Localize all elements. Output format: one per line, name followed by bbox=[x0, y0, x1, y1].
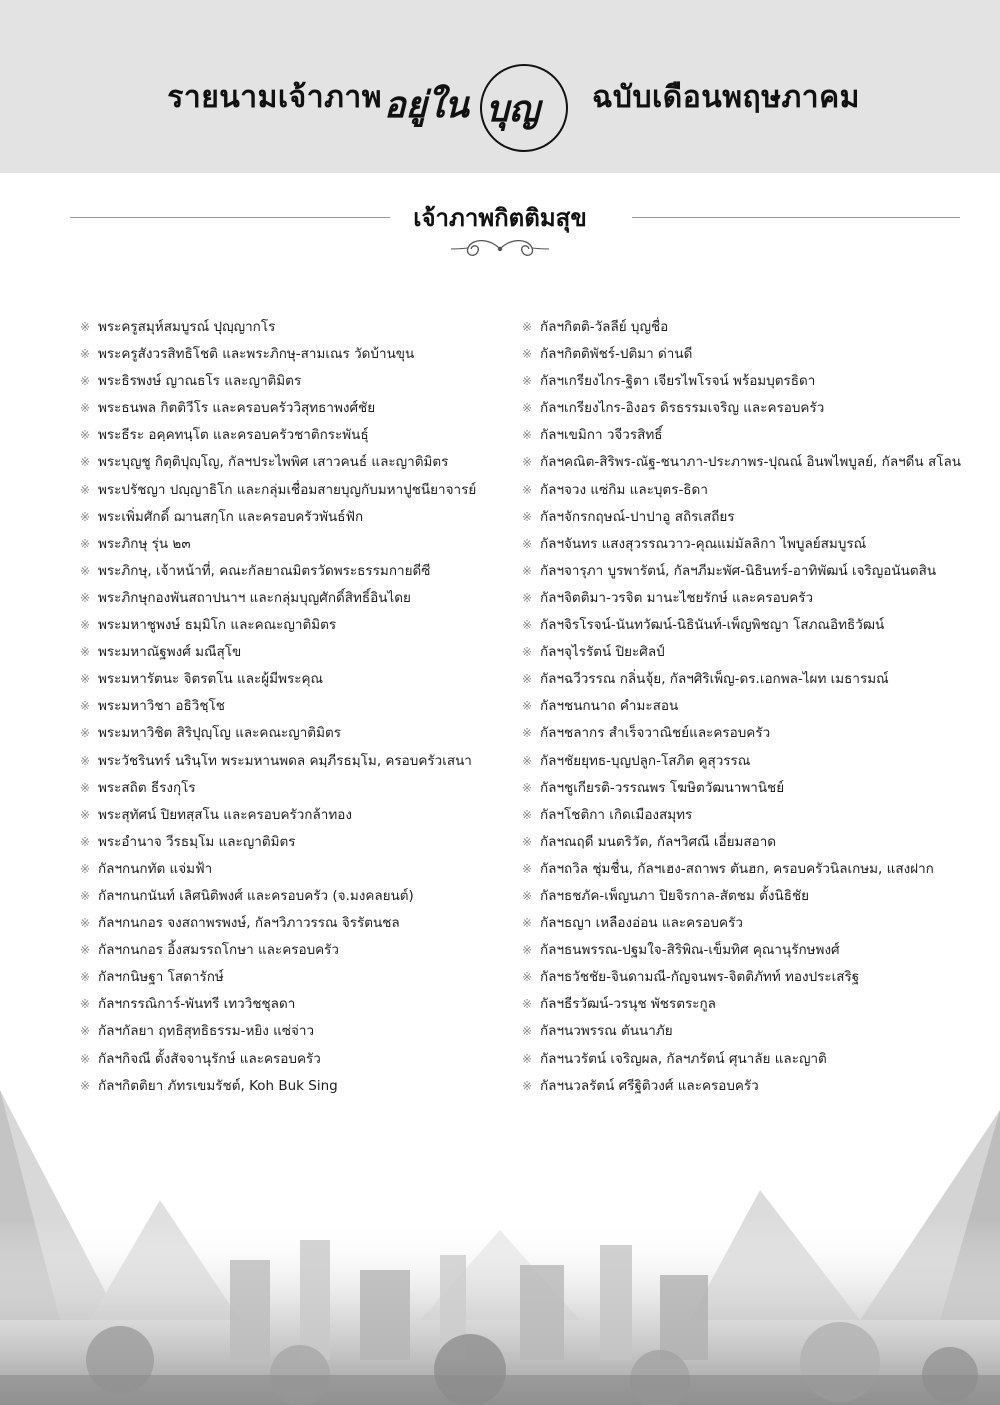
donor-entry bbox=[522, 1018, 992, 1045]
bullet-icon: ※ bbox=[522, 645, 533, 660]
donor-entry bbox=[522, 829, 992, 856]
bullet-icon: ※ bbox=[80, 888, 91, 903]
bullet-icon: ※ bbox=[522, 753, 533, 768]
donor-name: กัลฯจักรกฤษณ์-ปาปาอู สถิรเสถียร bbox=[540, 508, 735, 525]
bullet-icon: ※ bbox=[522, 997, 533, 1012]
bullet-icon: ※ bbox=[522, 943, 533, 958]
donor-name: พระเพิ่มศักดิ์ ฌานสกฺโก และครอบครัวพันธ์ฟัก bbox=[98, 508, 364, 525]
donor-entry bbox=[522, 639, 992, 666]
bullet-icon: ※ bbox=[80, 1024, 91, 1039]
donor-name: กัลฯธวัชชัย-จินดามณี-กัญจนพร-จิตติภัทท์ ทองประเสริฐ bbox=[540, 969, 860, 986]
bullet-icon: ※ bbox=[80, 943, 91, 958]
donor-name: กัลฯจุไรรัตน์ ปิยะศิลป์ bbox=[540, 644, 665, 661]
bullet-icon: ※ bbox=[522, 618, 533, 633]
donor-name: พระภิกษุ, เจ้าหน้าที่, คณะกัลยาณมิตรวัดพระธรรมกายดีซี bbox=[98, 562, 431, 579]
donor-name: พระธีระ อคฺคทนฺโต และครอบครัวชาติกระพันธุ์ bbox=[98, 427, 369, 444]
donor-name: กัลฯกนกนันท์ เลิศนิติพงศ์ และครอบครัว (จ.มงคลยนต์) bbox=[98, 887, 414, 904]
bullet-icon: ※ bbox=[80, 401, 91, 416]
donor-entry bbox=[522, 693, 992, 720]
bullet-icon: ※ bbox=[80, 347, 91, 362]
bullet-icon: ※ bbox=[80, 428, 91, 443]
donor-name: กัลฯเขมิกา วจีวรสิทธิ์ bbox=[540, 427, 663, 444]
donor-name: พระภิกษุกองพันสถาปนาฯ และกลุ่มบุญศักดิ์สิทธิ์อินไดย bbox=[98, 589, 411, 606]
bullet-icon: ※ bbox=[80, 726, 91, 741]
donor-entry bbox=[522, 991, 992, 1018]
bullet-icon: ※ bbox=[522, 970, 533, 985]
donor-entry bbox=[522, 341, 992, 368]
bullet-icon: ※ bbox=[522, 780, 533, 795]
donor-entry bbox=[522, 937, 992, 964]
donor-entry bbox=[522, 666, 992, 693]
bullet-icon: ※ bbox=[522, 672, 533, 687]
bullet-icon: ※ bbox=[80, 1051, 91, 1066]
crystal-pyramid-decoration bbox=[0, 1070, 1000, 1405]
donor-entry bbox=[80, 693, 520, 720]
donor-name: กัลฯธญา เหลืองอ่อน และครอบครัว bbox=[540, 915, 743, 932]
donor-name: กัลฯธนพรรณ-ปฐมใจ-สิริพิณ-เข็มทิศ คุณานุรักษพงศ์ bbox=[540, 942, 840, 959]
donor-name: กัลฯกิตติยา ภัทรเขมรัชต์, Koh Buk Sing bbox=[98, 1077, 338, 1094]
donor-name: พระธิรพงษ์ ญาณธโร และญาติมิตร bbox=[98, 373, 302, 390]
donor-name: กัลฯโชติกา เกิดเมืองสมุทร bbox=[540, 806, 693, 823]
donor-entry bbox=[80, 585, 520, 612]
bullet-icon: ※ bbox=[522, 1024, 533, 1039]
donor-entry bbox=[522, 612, 992, 639]
donor-name: กัลฯธชภัค-เพ็ญนภา ปิยจิรกาล-สัตชม ตั้งนิธิชัย bbox=[540, 887, 810, 904]
bullet-icon: ※ bbox=[80, 618, 91, 633]
donor-name: พระมหาวิชา อธิวิชฺโช bbox=[98, 698, 225, 715]
donor-name: พระมหาชูพงษ์ ธมฺมิโก และคณะญาติมิตร bbox=[98, 617, 337, 634]
bullet-icon: ※ bbox=[80, 1078, 91, 1093]
donor-entry bbox=[522, 395, 992, 422]
donor-entry bbox=[80, 937, 520, 964]
donor-entry bbox=[80, 341, 520, 368]
donor-name: กัลฯจันทร แสงสุวรรณวาว-คุณแม่มัลลิกา ไพบูลย์สมบูรณ์ bbox=[540, 535, 867, 552]
donor-entry bbox=[80, 477, 520, 504]
donor-entry bbox=[522, 314, 992, 341]
bullet-icon: ※ bbox=[80, 509, 91, 524]
donor-entry bbox=[80, 802, 520, 829]
bullet-icon: ※ bbox=[80, 374, 91, 389]
logo-word-2: บุญ bbox=[486, 88, 540, 130]
donor-entry bbox=[80, 991, 520, 1018]
bullet-icon: ※ bbox=[522, 374, 533, 389]
bullet-icon: ※ bbox=[522, 726, 533, 741]
bullet-icon: ※ bbox=[522, 1051, 533, 1066]
header-title-left: รายนามเจ้าภาพ bbox=[167, 80, 382, 115]
donor-entry bbox=[80, 775, 520, 802]
donor-entry bbox=[522, 558, 992, 585]
donor-entry bbox=[80, 720, 520, 747]
donor-entry bbox=[80, 856, 520, 883]
bullet-icon: ※ bbox=[522, 699, 533, 714]
donor-name: กัลฯจิตติมา-วรจิต มานะไชยรักษ์ และครอบครัว bbox=[540, 589, 814, 606]
magazine-logo bbox=[380, 62, 580, 158]
donor-entry bbox=[522, 368, 992, 395]
donor-entry bbox=[522, 775, 992, 802]
donor-name: พระมหาณัฐพงศ์ มณีสุโข bbox=[98, 644, 242, 661]
header-title-right: ฉบับเดือนพฤษภาคม bbox=[592, 80, 860, 115]
donor-name: กัลฯกนกทัต แจ่มฟ้า bbox=[98, 860, 213, 877]
donor-entry bbox=[80, 1018, 520, 1045]
donor-entry bbox=[522, 856, 992, 883]
donor-name: กัลฯกนกอร อิ้งสมรรถโกษา และครอบครัว bbox=[98, 942, 340, 959]
section-title: เจ้าภาพกิตติมสุข bbox=[413, 204, 587, 232]
donor-entry bbox=[80, 314, 520, 341]
bullet-icon: ※ bbox=[522, 834, 533, 849]
donor-name: พระสถิต ธีรงกุโร bbox=[98, 779, 196, 796]
donor-name: กัลฯกนกอร จงสถาพรพงษ์, กัลฯวิภาวรรณ จิรรัตนชล bbox=[98, 915, 400, 932]
donor-name: กัลฯกรรณิการ์-พันทรี เทววิชชุลดา bbox=[98, 996, 296, 1013]
bullet-icon: ※ bbox=[80, 455, 91, 470]
bullet-icon: ※ bbox=[80, 997, 91, 1012]
donor-entry bbox=[80, 449, 520, 476]
donor-name: กัลฯฉวีวรรณ กลิ่นจุ้ย, กัลฯศิริเพ็ญ-ดร.เอกพล-ไผท เมธารมณ์ bbox=[540, 671, 889, 688]
donor-entry bbox=[80, 639, 520, 666]
bullet-icon: ※ bbox=[80, 672, 91, 687]
donor-name: กัลฯเกรียงไกร-ฐิตา เจียรไพโรจน์ พร้อมบุตรธิดา bbox=[540, 373, 816, 390]
donor-name: กัลฯกิตติพัชร์-ปติมา ด่านดี bbox=[540, 346, 693, 363]
logo-word-1: อยู่ใน bbox=[384, 84, 469, 126]
donor-name: พระมหารัตนะ จิตรตโน และผู้มีพระคุณ bbox=[98, 671, 324, 688]
donor-entry bbox=[80, 666, 520, 693]
donor-name: กัลฯเกรียงไกร-อิงอร ดิรธรรมเจริญ และครอบครัว bbox=[540, 400, 825, 417]
bullet-icon: ※ bbox=[80, 834, 91, 849]
donor-name: กัลฯนวพรรณ ตันนาภัย bbox=[540, 1023, 673, 1040]
donor-entry bbox=[80, 910, 520, 937]
bullet-icon: ※ bbox=[80, 536, 91, 551]
donor-name: กัลฯชูเกียรติ-วรรณพร โฆษิตวัฒนาพานิชย์ bbox=[540, 779, 785, 796]
donor-entry bbox=[80, 558, 520, 585]
donor-entry bbox=[80, 612, 520, 639]
donor-entry bbox=[80, 504, 520, 531]
title-rule-right bbox=[632, 217, 960, 218]
donor-list-right bbox=[522, 314, 992, 1100]
donor-entry bbox=[522, 720, 992, 747]
bullet-icon: ※ bbox=[522, 509, 533, 524]
donor-name: กัลฯกิจณี ตั้งสัจจานุรักษ์ และครอบครัว bbox=[98, 1050, 321, 1067]
donor-name: กัลฯนวรัตน์ เจริญผล, กัลฯภรัตน์ ศุนาลัย และญาติ bbox=[540, 1050, 827, 1067]
donor-entry bbox=[522, 504, 992, 531]
bullet-icon: ※ bbox=[80, 590, 91, 605]
donor-name: พระบุญชู กิตฺติปุญฺโญ, กัลฯประไพพิศ เสาวคนธ์ และญาติมิตร bbox=[98, 454, 449, 471]
bullet-icon: ※ bbox=[80, 699, 91, 714]
donor-name: พระธนพล กิตติวีโร และครอบครัววิสุทธาพงศ์ชัย bbox=[98, 400, 376, 417]
donor-entry bbox=[522, 883, 992, 910]
bullet-icon: ※ bbox=[522, 428, 533, 443]
donor-name: กัลฯกนิษฐา โสดารักษ์ bbox=[98, 969, 224, 986]
donor-entry bbox=[80, 422, 520, 449]
bullet-icon: ※ bbox=[80, 780, 91, 795]
donor-entry bbox=[522, 964, 992, 991]
bullet-icon: ※ bbox=[522, 482, 533, 497]
donor-name: กัลฯจวง แซ่กิม และบุตร-ธิดา bbox=[540, 481, 708, 498]
donor-name: กัลฯชนกนาถ คำมะสอน bbox=[540, 698, 679, 715]
donor-list-left bbox=[80, 314, 520, 1100]
bullet-icon: ※ bbox=[80, 807, 91, 822]
bullet-icon: ※ bbox=[522, 536, 533, 551]
donor-entry bbox=[522, 1046, 992, 1073]
donor-name: พระมหาวิชิต สิริปุญฺโญ และคณะญาติมิตร bbox=[98, 725, 341, 742]
donor-name: กัลฯจิรโรจน์-นันทวัฒน์-นิธินันท์-เพ็ญพิชญา โสภณอิทธิวัฒน์ bbox=[540, 617, 885, 634]
bullet-icon: ※ bbox=[522, 401, 533, 416]
bullet-icon: ※ bbox=[80, 753, 91, 768]
bullet-icon: ※ bbox=[522, 563, 533, 578]
donor-name: กัลฯจารุภา บูรพารัตน์, กัลฯภีมะพัศ-นิธินทร์-อาทิพัฒน์ เจริญอนันตสิน bbox=[540, 562, 937, 579]
donor-entry bbox=[522, 802, 992, 829]
donor-entry bbox=[80, 1046, 520, 1073]
donor-entry bbox=[522, 422, 992, 449]
donor-entry bbox=[522, 449, 992, 476]
donor-entry bbox=[522, 910, 992, 937]
bullet-icon: ※ bbox=[80, 970, 91, 985]
donor-name: พระภิกษุ รุ่น ๒๓ bbox=[98, 535, 191, 552]
bullet-icon: ※ bbox=[80, 861, 91, 876]
donor-entry bbox=[522, 531, 992, 558]
bullet-icon: ※ bbox=[80, 563, 91, 578]
donor-name: กัลฯณฤดี มนตริวัต, กัลฯวิศณี เอี่ยมสอาด bbox=[540, 833, 777, 850]
donor-name: กัลฯนวลรัตน์ ศรีฐิติวงศ์ และครอบครัว bbox=[540, 1077, 759, 1094]
donor-name: กัลฯธีรวัฒน์-วรนุช พัชรตระกูล bbox=[540, 996, 716, 1013]
donor-entry bbox=[80, 531, 520, 558]
bullet-icon: ※ bbox=[522, 888, 533, 903]
donor-name: พระวัชรินทร์ นรินฺโท พระมหานพดล คมฺภีรธมฺโม, ครอบครัวเสนา bbox=[98, 752, 472, 769]
donor-entry bbox=[522, 477, 992, 504]
donor-name: พระครูสมุห์สมบูรณ์ ปุญฺญากโร bbox=[98, 319, 276, 335]
bullet-icon: ※ bbox=[80, 645, 91, 660]
bullet-icon: ※ bbox=[522, 347, 533, 362]
donor-entry bbox=[80, 964, 520, 991]
donor-name: กัลฯคณิต-สิริพร-ณัฐ-ชนาภา-ประภาพร-ปุณณ์ อินพไพบูลย์, กัลฯดีน สโลน bbox=[540, 454, 961, 471]
donor-name: กัลฯกัลยา ฤทธิสุทธิธรรม-หยิง แซ่จ่าว bbox=[98, 1023, 315, 1040]
ornament-flourish-icon bbox=[450, 236, 550, 262]
donor-name: พระปรัชญา ปญฺญาธิโก และกลุ่มเชื่อมสายบุญกับมหาปูชนียาจารย์ bbox=[98, 481, 477, 498]
donor-entry bbox=[80, 395, 520, 422]
bullet-icon: ※ bbox=[522, 1078, 533, 1093]
bullet-icon: ※ bbox=[80, 320, 91, 334]
bullet-icon: ※ bbox=[522, 320, 533, 334]
bullet-icon: ※ bbox=[80, 916, 91, 931]
donor-entry bbox=[80, 748, 520, 775]
donor-entry bbox=[522, 748, 992, 775]
donor-name: กัลฯกิตติ-วัลลีย์ บุญชื่อ bbox=[540, 319, 669, 335]
bullet-icon: ※ bbox=[522, 807, 533, 822]
donor-entry bbox=[80, 883, 520, 910]
donor-name: พระครูสังวรสิทธิโชติ และพระภิกษุ-สามเณร วัดบ้านขุน bbox=[98, 346, 415, 363]
bullet-icon: ※ bbox=[522, 916, 533, 931]
donor-entry bbox=[522, 585, 992, 612]
donor-name: กัลฯถวิล ชุ่มชื่น, กัลฯเฮง-สถาพร ตันฮก, ครอบครัวนิลเกษม, แสงฝาก bbox=[540, 860, 934, 877]
bullet-icon: ※ bbox=[522, 861, 533, 876]
donor-entry bbox=[80, 368, 520, 395]
donor-name: พระสุทัศน์ ปิยทสฺสโน และครอบครัวกล้าทอง bbox=[98, 806, 352, 823]
donor-name: กัลฯชลากร สำเร็จวาณิชย์และครอบครัว bbox=[540, 725, 771, 742]
donor-name: กัลฯชัยยุทธ-บุญปลูก-โสภิต คูสุวรรณ bbox=[540, 752, 751, 769]
bullet-icon: ※ bbox=[80, 482, 91, 497]
bullet-icon: ※ bbox=[522, 590, 533, 605]
donor-name: พระอำนาจ วีรธมฺโม และญาติมิตร bbox=[98, 833, 296, 850]
donor-entry bbox=[80, 829, 520, 856]
bullet-icon: ※ bbox=[522, 455, 533, 470]
